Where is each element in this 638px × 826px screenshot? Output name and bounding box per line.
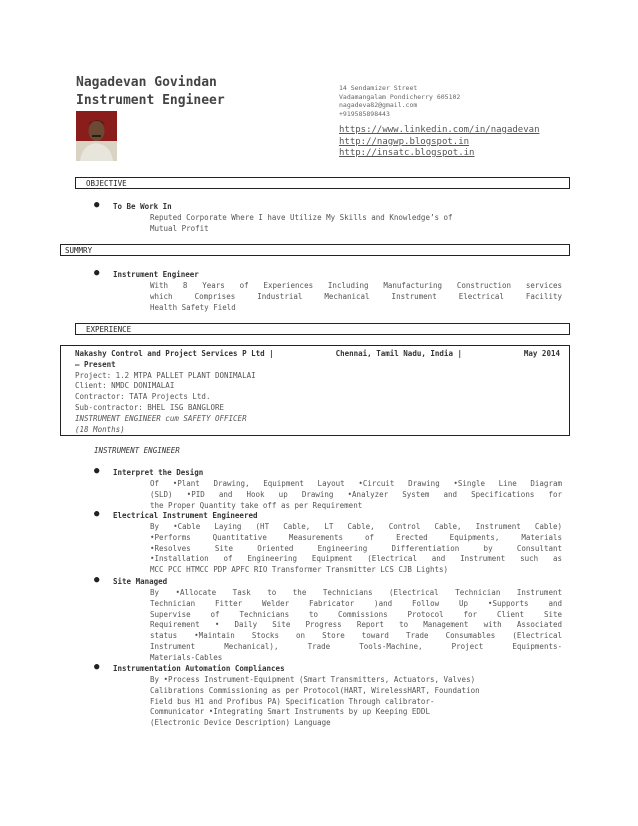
contractor-line: Contractor: TATA Projects Ltd. <box>75 392 211 402</box>
email-text: nagadeva82@gmail.com <box>339 101 418 110</box>
duration-line: (18 Months) <box>75 424 125 434</box>
duty-line: the Proper Quantity take off as per Requirement <box>150 500 363 510</box>
duty-title: Electrical Instrument Engineered <box>113 511 258 520</box>
client-line: Client: NMDC DONIMALAI <box>75 381 175 391</box>
summary-heading: SUMMRY <box>60 244 570 256</box>
phone-text: +919585898443 <box>339 109 390 118</box>
duty-line: Instrument Mechanical), Trade Tools-Machine, Project Equipments- <box>150 641 562 651</box>
blog-link-insatc[interactable]: http://insatc.blogspot.in <box>339 148 475 158</box>
role-heading: INSTRUMENT ENGINEER <box>94 446 180 455</box>
experience-header <box>75 349 560 360</box>
company-name: Nakashy Control and Project Services P Ltd | <box>75 349 274 358</box>
duty-line: •Resolves Site Oriented Engineering Differentiation by Consultant <box>150 543 562 553</box>
duty-line: •Performs Quantitative Measurements of Erected Equipments, Materials <box>150 532 562 542</box>
objective-title: To Be Work In <box>113 202 172 211</box>
duty-bullet: ● <box>94 662 100 672</box>
duty-line: Materials-Cables <box>150 652 223 662</box>
duty-text <box>150 588 562 664</box>
profile-links <box>339 125 539 160</box>
candidate-name: Nagadevan Govindan <box>76 75 217 90</box>
experience-entry <box>60 345 570 436</box>
duty-line: (Electronic Device Description) Language <box>150 718 331 728</box>
linkedin-link[interactable]: https://www.linkedin.com/in/nagadevan <box>339 125 540 135</box>
duty-line: Technician Fitter Welder Fabricator )and Follow Up •Supports and <box>150 598 562 608</box>
duty-title: Instrumentation Automation Compliances <box>113 664 285 673</box>
objective-line: Reputed Corporate Where I have Utilize My Skills and Knowledge’s of <box>150 213 453 222</box>
start-date: May 2014 <box>523 349 560 358</box>
duty-bullet: ● <box>94 466 100 476</box>
duty-line: Calibrations Commissioning as per Protocol(HART, WirelessHART, Foundation <box>150 685 480 695</box>
duty-text <box>150 479 562 511</box>
duty-line: Requirement • Daily Site Progress Report to Management with Associated <box>150 620 562 630</box>
objective-line: Mutual Profit <box>150 223 209 233</box>
contact-info <box>339 84 460 118</box>
duty-line: Of •Plant Drawing, Equipment Layout •Circuit Drawing •Single Line Diagram <box>150 479 562 488</box>
duty-line: By •Cable Laying (HT Cable, LT Cable, Control Cable, Instrument Cable) <box>150 522 562 531</box>
profile-photo <box>76 111 117 161</box>
duty-title: Interpret the Design <box>113 468 204 477</box>
position-line: INSTRUMENT ENGINEER cum SAFETY OFFICER <box>75 413 247 423</box>
profile-photo-image <box>76 111 117 161</box>
experience-heading: EXPERIENCE <box>75 323 570 335</box>
name-block <box>76 74 225 110</box>
duty-title: Site Managed <box>113 577 168 586</box>
duty-line: By •Process Instrument-Equipment (Smart Transmitters, Actuators, Valves) <box>150 675 476 684</box>
job-location: Chennai, Tamil Nadu, India | <box>335 349 462 358</box>
duty-line: MCC PCC HTMCC PDP APFC RIO Transformer Transmitter LCS CJB Lights) <box>150 565 449 575</box>
summary-line: which Comprises Industrial Mechanical Instrument Electrical Facility <box>150 291 562 301</box>
summary-bullet: ● <box>94 268 100 278</box>
duty-line: Supervise of Technicians to Commissions Protocol for Client Site <box>150 609 562 619</box>
summary-line: With 8 Years of Experiences Including Manufacturing Construction services <box>150 281 562 290</box>
duty-line: Communicator •Integrating Smart Instruments by up Keeping EDDL <box>150 707 430 717</box>
duty-line: status •Maintain Stocks on Store toward Trade Consumables (Electrical <box>150 631 562 641</box>
summary-title: Instrument Engineer <box>113 270 199 279</box>
duty-line: •Installation of Engineering Equipment (Electrical and Instrument such as <box>150 554 562 564</box>
blog-link-nagwp[interactable]: http://nagwp.blogspot.in <box>339 136 470 147</box>
objective-text <box>150 213 562 235</box>
address-line-2: Vadamangalam Pondicherry 605102 <box>339 92 461 101</box>
duty-bullet: ● <box>94 509 100 519</box>
subcontractor-line: Sub-contractor: BHEL ISG BANGLORE <box>75 402 225 412</box>
summary-line: Health Safety Field <box>150 302 236 312</box>
objective-bullet: ● <box>94 200 100 210</box>
project-line: Project: 1.2 MTPA PALLET PLANT DONIMALAI <box>75 370 256 380</box>
end-date: – Present <box>75 359 116 369</box>
summary-text <box>150 281 562 313</box>
duty-line: By •Allocate Task to the Technicians (Electrical Technician Instrument <box>150 588 562 597</box>
address-line-1: 14 Sendamizer Street <box>339 84 418 92</box>
duty-line: Field bus H1 and Profibus PA) Specification Through calibrator- <box>150 696 435 706</box>
objective-heading: OBJECTIVE <box>75 177 570 189</box>
candidate-title: Instrument Engineer <box>76 93 225 108</box>
duty-line: (SLD) •PID and Hook up Drawing •Analyzer System and Specifications for <box>150 489 562 499</box>
duty-text <box>150 522 562 576</box>
duty-text <box>150 675 562 729</box>
duty-bullet: ● <box>94 575 100 585</box>
